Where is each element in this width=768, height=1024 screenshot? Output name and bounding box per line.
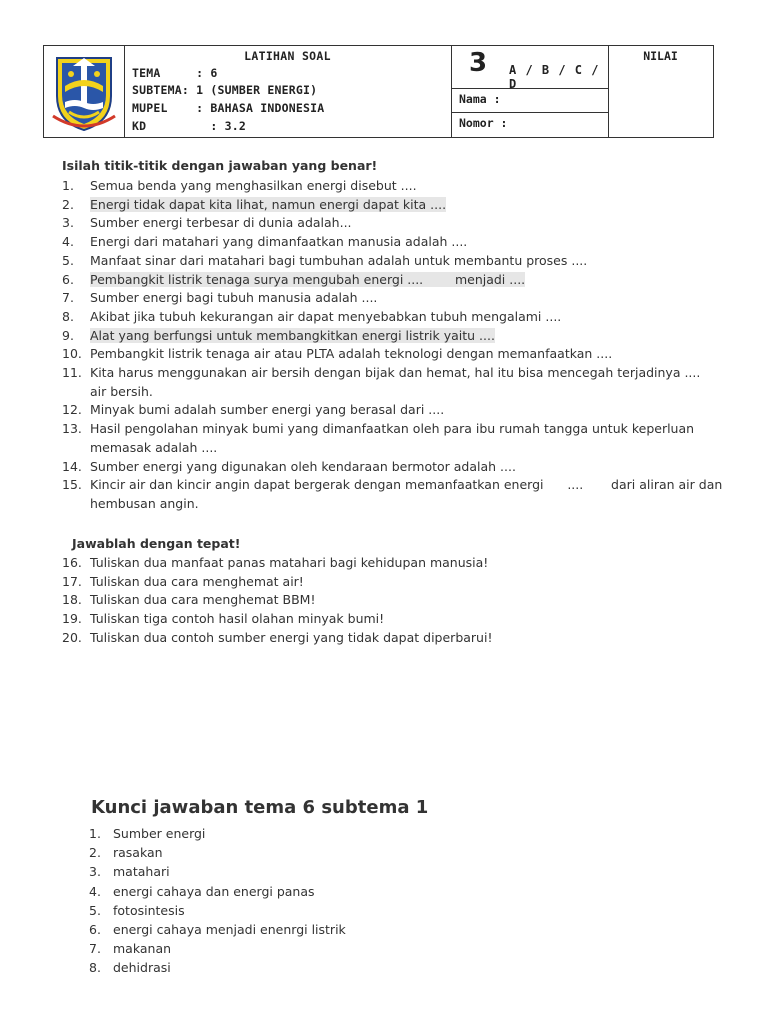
question-item-number: 11. <box>62 365 82 381</box>
question-item-number: 16. <box>62 555 82 570</box>
question-item-text: Tuliskan dua manfaat panas matahari bagi kehidupan manusia! <box>90 555 489 570</box>
subject-row: MUPEL : BAHASA INDONESIA <box>132 101 325 115</box>
question-item-number: 17. <box>62 573 82 589</box>
question-item-text: Alat yang berfungsi untuk membangkitkan energi listrik yaitu .... <box>90 327 495 343</box>
question-item-number: 19. <box>62 611 82 627</box>
question-item-text: Sumber energi yang digunakan oleh kendaraan bermotor adalah .... <box>90 458 516 474</box>
question-item-text: Energi dari matahari yang dimanfaatkan manusia adalah .... <box>90 234 468 250</box>
answer-item <box>89 843 589 862</box>
question-item <box>62 401 732 420</box>
section1-heading: Isilah titik-titik dengan jawaban yang benar! <box>62 158 378 173</box>
question-item-text: Sumber energi bagi tubuh manusia adalah .... <box>90 290 378 306</box>
question-item-number: 2. <box>62 196 74 212</box>
answer-item-text: rasakan <box>113 845 163 861</box>
question-item-number: 5. <box>62 252 74 268</box>
section2-heading: Jawablah dengan tepat! <box>72 536 241 551</box>
header-table <box>43 45 714 138</box>
question-item-text: Kincir air dan kincir angin dapat bergerak dengan memanfaatkan energi .... dari aliran air dan hembusan angin. <box>90 477 723 511</box>
question-item-text: Semua benda yang menghasilkan energi disebut .... <box>90 178 417 193</box>
question-item <box>62 476 732 513</box>
question-item <box>62 345 732 364</box>
question-item <box>62 196 732 215</box>
question-item-text: Tuliskan dua contoh sumber energi yang tidak dapat diperbarui! <box>90 629 493 645</box>
answer-item <box>89 824 589 843</box>
question-item-number: 18. <box>62 592 82 608</box>
answer-item-number: 4. <box>89 883 101 899</box>
answer-item-number: 1. <box>89 826 101 841</box>
question-item-text: Energi tidak dapat kita lihat, namun energi dapat kita .... <box>90 196 447 212</box>
answer-item-number: 3. <box>89 864 101 880</box>
answer-item-number: 5. <box>89 902 101 918</box>
exam-title: LATIHAN SOAL <box>244 49 331 63</box>
question-item <box>62 610 732 629</box>
question-item <box>62 177 732 196</box>
question-item-text: Tuliskan dua cara menghemat air! <box>90 573 304 589</box>
logo-cell <box>44 46 124 137</box>
question-item-number: 1. <box>62 178 74 193</box>
question-item <box>62 327 732 346</box>
kd-row: KD : 3.2 <box>132 119 246 133</box>
essay-question-list <box>62 554 732 648</box>
question-item-text: Akibat jika tubuh kekurangan air dapat menyebabkan tubuh mengalami .... <box>90 308 562 324</box>
answer-key-list <box>89 824 589 978</box>
question-item-text: Pembangkit listrik tenaga air atau PLTA adalah teknologi dengan memanfaatkan .... <box>90 346 613 362</box>
number-field-label: Nomor : <box>459 116 508 130</box>
question-item-number: 10. <box>62 346 82 362</box>
question-item <box>62 554 732 573</box>
question-item-number: 15. <box>62 477 82 493</box>
answer-item-text: energi cahaya dan energi panas <box>113 883 315 899</box>
theme-row: TEMA : 6 <box>132 66 218 80</box>
question-item-number: 14. <box>62 458 82 474</box>
answer-item-number: 7. <box>89 941 101 957</box>
answer-item-number: 2. <box>89 845 101 861</box>
question-item-number: 7. <box>62 290 74 306</box>
score-label: NILAI <box>643 49 678 63</box>
answer-item <box>89 958 589 977</box>
question-item <box>62 271 732 290</box>
fill-in-question-list <box>62 177 732 514</box>
answer-item-text: matahari <box>113 864 170 880</box>
question-item-text: Hasil pengolahan minyak bumi yang dimanfaatkan oleh para ibu rumah tangga untuk keperluan memasak adalah .... <box>90 421 695 455</box>
question-item-number: 12. <box>62 402 82 418</box>
class-number: 3 <box>469 48 488 78</box>
crest-logo-icon <box>51 52 117 132</box>
answer-item-number: 8. <box>89 960 101 976</box>
answer-key-title: Kunci jawaban tema 6 subtema 1 <box>91 797 429 818</box>
question-item <box>62 308 732 327</box>
question-item <box>62 289 732 308</box>
exam-info-cell <box>124 46 451 137</box>
question-item-text: Minyak bumi adalah sumber energi yang berasal dari .... <box>90 402 445 418</box>
question-item-text: Tuliskan tiga contoh hasil olahan minyak bumi! <box>90 611 385 627</box>
question-item <box>62 458 732 477</box>
question-item <box>62 233 732 252</box>
answer-item-number: 6. <box>89 922 101 938</box>
question-item-text: Tuliskan dua cara menghemat BBM! <box>90 592 316 608</box>
question-item-number: 13. <box>62 421 82 437</box>
question-item <box>62 573 732 592</box>
class-options: A / B / C / D <box>509 63 600 91</box>
answer-item-text: makanan <box>113 941 172 957</box>
question-item <box>62 420 732 457</box>
question-item-number: 6. <box>62 271 74 287</box>
score-cell <box>608 46 713 137</box>
question-item-text: Pembangkit listrik tenaga surya mengubah energi .... menjadi .... <box>90 271 526 287</box>
answer-item-text: energi cahaya menjadi enenrgi listrik <box>113 922 346 938</box>
answer-item-text: fotosintesis <box>113 902 185 918</box>
answer-item <box>89 901 589 920</box>
answer-item-text: Sumber energi <box>113 826 206 841</box>
class-cell <box>451 46 608 137</box>
question-item-text: Sumber energi terbesar di dunia adalah... <box>90 215 352 231</box>
question-item <box>62 252 732 271</box>
question-item-text: Kita harus menggunakan air bersih dengan bijak dan hemat, hal itu bisa mencegah terjadinya .... air bersih. <box>90 365 701 399</box>
answer-item <box>89 882 589 901</box>
question-item-number: 9. <box>62 327 74 343</box>
question-item-number: 20. <box>62 629 82 645</box>
question-item-number: 3. <box>62 215 74 231</box>
subtheme-row: SUBTEMA: 1 (SUMBER ENERGI) <box>132 83 318 97</box>
question-item-number: 4. <box>62 234 74 250</box>
question-item <box>62 629 732 648</box>
answer-item <box>89 939 589 958</box>
answer-item <box>89 920 589 939</box>
question-item <box>62 214 732 233</box>
question-item-text: Manfaat sinar dari matahari bagi tumbuhan adalah untuk membantu proses .... <box>90 252 588 268</box>
question-item-number: 8. <box>62 308 74 324</box>
name-field-label: Nama : <box>459 92 501 106</box>
question-item <box>62 591 732 610</box>
question-item <box>62 364 732 401</box>
answer-item-text: dehidrasi <box>113 960 171 976</box>
answer-item <box>89 862 589 881</box>
